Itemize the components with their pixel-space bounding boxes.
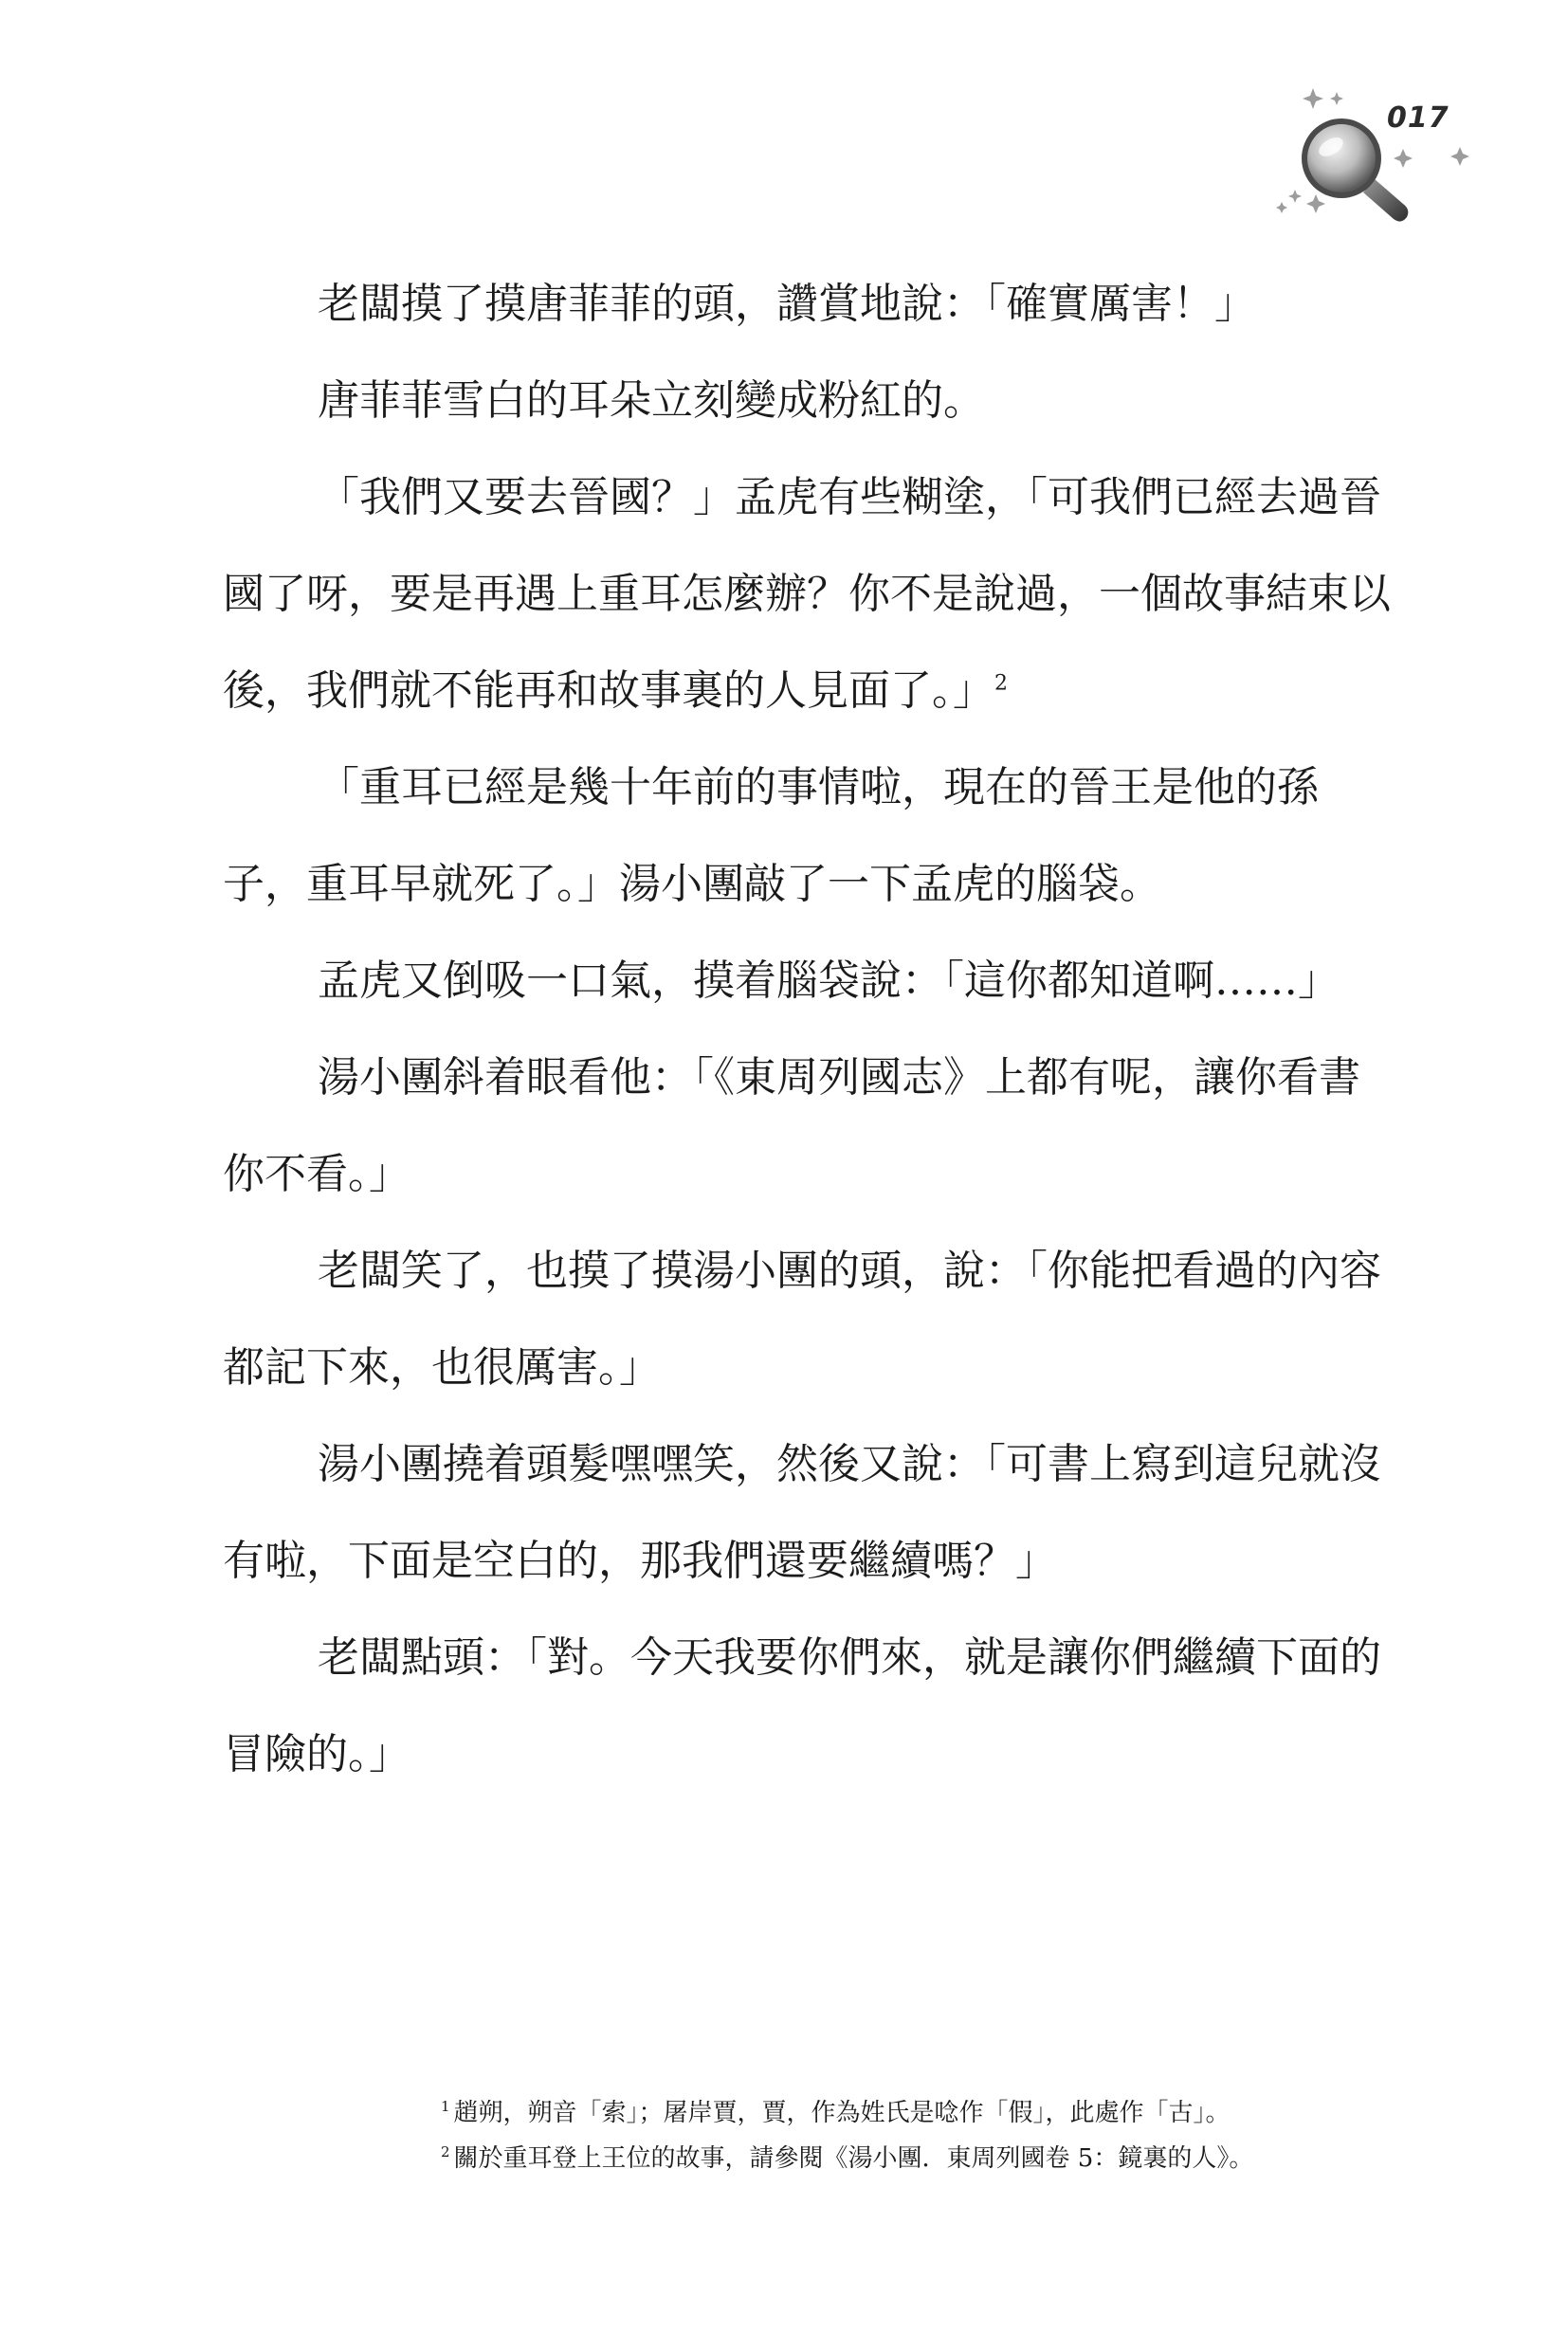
paragraph: 老闆摸了摸唐菲菲的頭，讚賞地說：「確實厲害！」 [318,280,1256,328]
paragraph: 唐菲菲雪白的耳朵立刻變成粉紅的。 [318,376,985,425]
footnotes [441,2090,1417,2181]
magnifying-glass-icon [1261,81,1507,232]
page-header [1261,81,1507,232]
paragraph: 老闆點頭：「對。今天我要你們來，就是讓你們繼續下面的冒險的。」 [223,1633,1381,1778]
paragraph: 「我們又要去晉國？」孟虎有些糊塗，「可我們已經去過晉國了呀，要是再遇上重耳怎麼辦？你不是說過，一個故事結束以後，我們就不能再和故事裏的人見面了。」$^2$ [223,473,1391,715]
paragraph: 湯小團撓着頭髮嘿嘿笑，然後又說：「可書上寫到這兒就沒有啦，下面是空白的，那我們還要繼續嗎？」 [223,1440,1381,1585]
footnote-ref: 2 [994,671,1008,696]
footnote [441,2090,1417,2136]
paragraph: 「重耳已經是幾十年前的事情啦，現在的晉王是他的孫子，重耳早就死了。」湯小團敲了一下孟虎的腦袋。 [223,763,1319,908]
footnote-mark: 2 [441,2143,450,2161]
footnote [441,2136,1417,2181]
page-number: 017 [1387,101,1449,135]
paragraph: 老闆笑了，也摸了摸湯小團的頭，說：「你能把看過的內容都記下來，也很厲害。」 [223,1247,1381,1392]
footnote-text: 關於重耳登上王位的故事，請參閱《湯小團．東周列國卷 5：鏡裏的人》。 [453,2144,1254,2173]
paragraph: 湯小團斜着眼看他：「《東周列國志》上都有呢，讓你看書你不看。」 [223,1053,1360,1198]
footnote-text: 趙朔，朔音「索」；屠岸賈，賈，作為姓氏是唸作「假」，此處作「古」。 [453,2099,1231,2127]
paragraph: 孟虎又倒吸一口氣，摸着腦袋說：「這你都知道啊……」 [318,957,1340,1005]
body-text [223,256,1398,1803]
footnote-mark: 1 [441,2098,450,2116]
